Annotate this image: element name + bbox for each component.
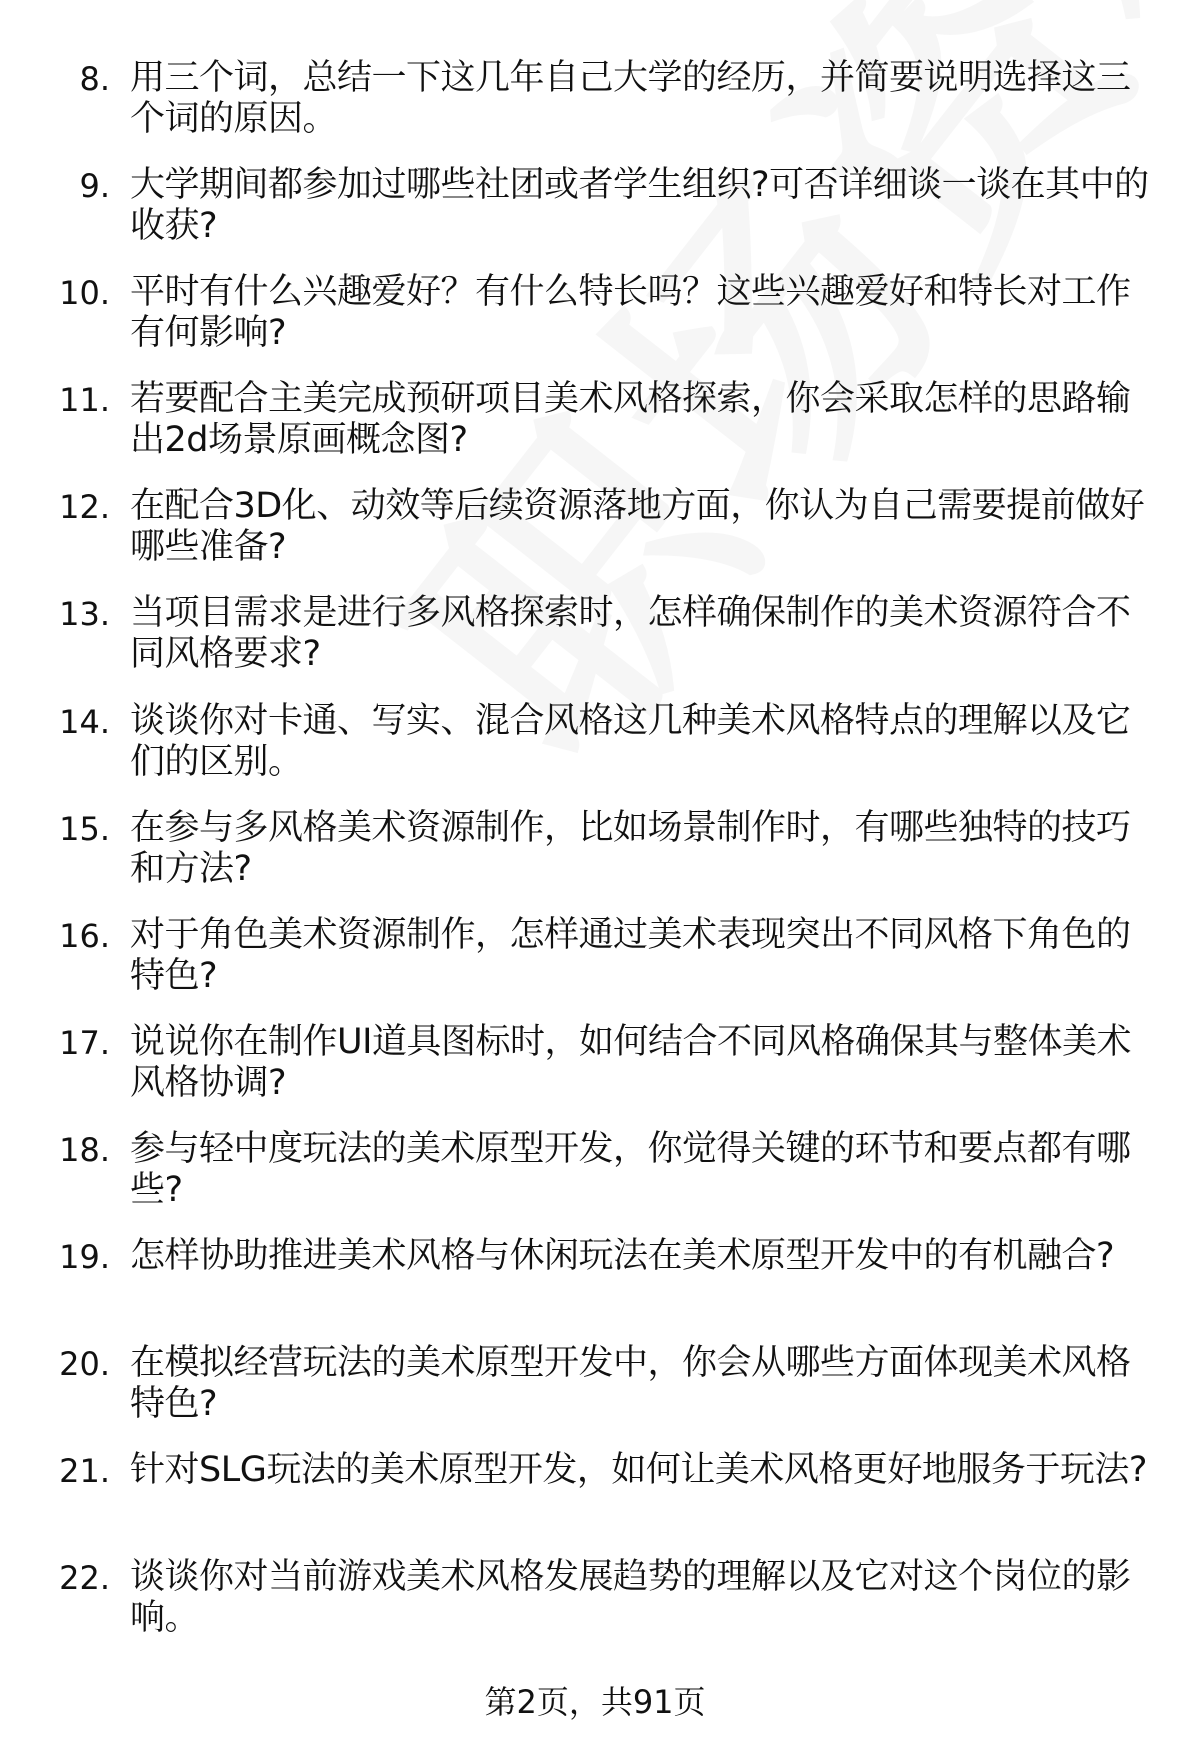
question-item bbox=[0, 165, 1190, 245]
question-text: 怎样协助推进美术风格与休闲玩法在美术原型开发中的有机融合? bbox=[130, 1236, 1115, 1277]
question-item bbox=[0, 1343, 1190, 1423]
question-number: 8. bbox=[79, 60, 110, 98]
question-item bbox=[0, 272, 1190, 352]
question-text: 参与轻中度玩法的美术原型开发，你觉得关键的环节和要点都有哪些? bbox=[130, 1128, 1131, 1210]
question-text: 若要配合主美完成预研项目美术风格探索，你会采取怎样的思路输出2d场景原画概念图? bbox=[130, 379, 1131, 461]
question-number: 13. bbox=[59, 595, 110, 634]
question-item bbox=[0, 593, 1190, 673]
question-number: 14. bbox=[59, 702, 110, 741]
question-number: 22. bbox=[59, 1559, 110, 1598]
question-number: 21. bbox=[59, 1452, 110, 1491]
question-text: 在模拟经营玩法的美术原型开发中，你会从哪些方面体现美术风格特色? bbox=[130, 1343, 1131, 1425]
question-number: 16. bbox=[59, 916, 110, 955]
question-text: 在配合3D化、动效等后续资源落地方面，你认为自己需要提前做好哪些准备? bbox=[130, 486, 1145, 568]
question-item bbox=[0, 915, 1190, 995]
question-item bbox=[0, 379, 1190, 459]
question-text: 平时有什么兴趣爱好？有什么特长吗？这些兴趣爱好和特长对工作有何影响? bbox=[130, 272, 1131, 354]
question-text: 大学期间都参加过哪些社团或者学生组织?可否详细谈一谈在其中的收获? bbox=[130, 165, 1149, 247]
question-number: 20. bbox=[59, 1345, 110, 1384]
question-number: 10. bbox=[59, 274, 110, 313]
question-number: 19. bbox=[59, 1238, 110, 1277]
question-text: 用三个词，总结一下这几年自己大学的经历，并简要说明选择这三个词的原因。 bbox=[130, 58, 1131, 139]
question-number: 12. bbox=[59, 488, 110, 527]
question-item bbox=[0, 1236, 1190, 1316]
question-item bbox=[0, 1450, 1190, 1530]
question-text: 谈谈你对当前游戏美术风格发展趋势的理解以及它对这个岗位的影响。 bbox=[130, 1557, 1131, 1639]
question-item bbox=[0, 1129, 1190, 1209]
question-text: 说说你在制作UI道具图标时，如何结合不同风格确保其与整体美术风格协调? bbox=[130, 1021, 1131, 1103]
question-item bbox=[0, 701, 1190, 781]
question-list bbox=[0, 58, 1190, 1664]
question-number: 17. bbox=[59, 1023, 110, 1062]
question-number: 18. bbox=[59, 1130, 110, 1169]
question-number: 11. bbox=[59, 381, 110, 420]
page-footer: 第2页，共91页 bbox=[484, 1683, 706, 1721]
question-text: 当项目需求是进行多风格探索时，怎样确保制作的美术资源符合不同风格要求? bbox=[130, 593, 1131, 675]
question-text: 在参与多风格美术资源制作，比如场景制作时，有哪些独特的技巧和方法? bbox=[130, 807, 1131, 889]
question-text: 针对SLG玩法的美术原型开发，如何让美术风格更好地服务于玩法? bbox=[130, 1450, 1147, 1491]
question-item bbox=[0, 1557, 1190, 1637]
question-item bbox=[0, 486, 1190, 566]
question-number: 9. bbox=[79, 167, 110, 206]
question-item bbox=[0, 1022, 1190, 1102]
question-item bbox=[0, 808, 1190, 888]
question-number: 15. bbox=[59, 809, 110, 848]
question-text: 对于角色美术资源制作，怎样通过美术表现突出不同风格下角色的特色? bbox=[130, 914, 1131, 996]
question-text: 谈谈你对卡通、写实、混合风格这几种美术风格特点的理解以及它们的区别。 bbox=[130, 700, 1131, 782]
question-item bbox=[0, 58, 1190, 138]
